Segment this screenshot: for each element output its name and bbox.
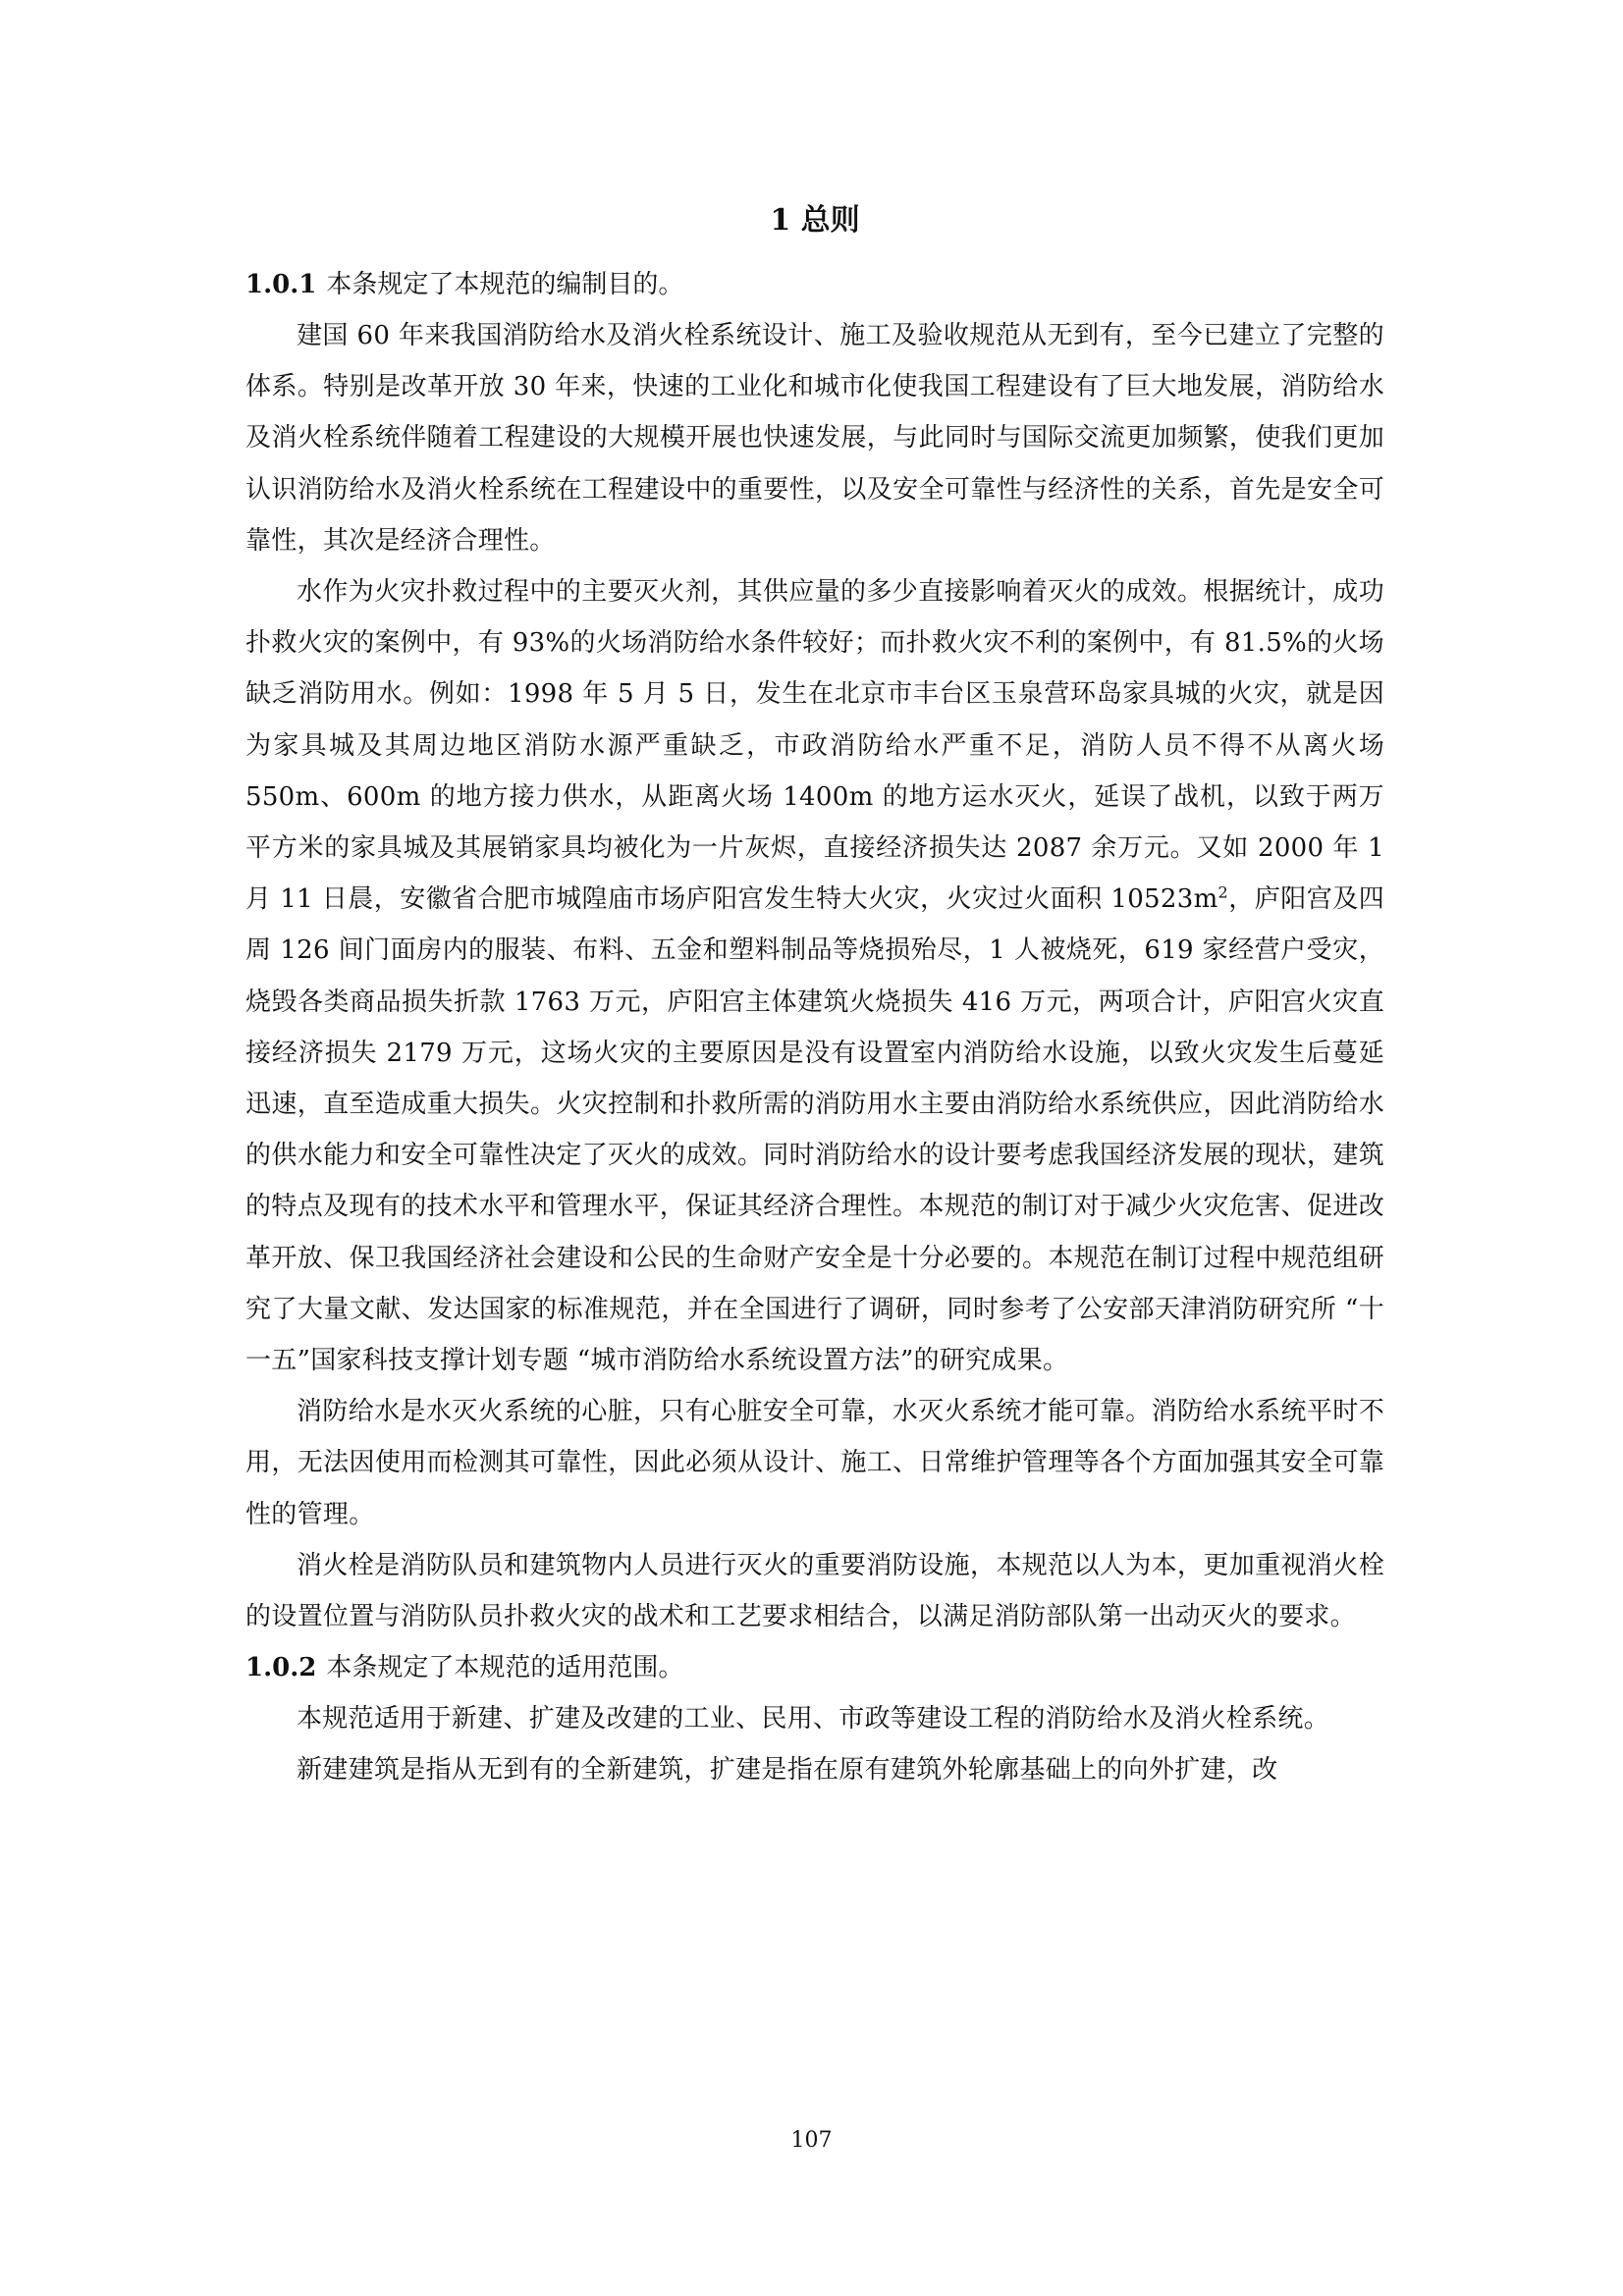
paragraph: 本规范适用于新建、扩建及改建的工业、民用、市政等建设工程的消防给水及消火栓系统。 [297, 1704, 1330, 1735]
clause-heading-text: 本条规定了本规范的适用范围。 [326, 1653, 684, 1683]
page-number: 107 [790, 2128, 833, 2153]
superscript: 2 [1217, 882, 1229, 902]
paragraph: 消火栓是消防队员和建筑物内人员进行灭火的重要消防设施，本规范以人为本，更加重视消火栓的设置位置与消防队员扑救火灾的战术和工艺要求相结合，以满足消防部队第一出动灭火的要求。 [245, 1550, 1384, 1632]
paragraph: 新建建筑是指从无到有的全新建筑，扩建是指在原有建筑外轮廓基础上的向外扩建，改 [297, 1755, 1278, 1786]
paragraph-text: ，庐阳宫及四周 126 间门面房内的服装、布料、五金和塑料制品等烧损殆尽，1 人被烧死，619 家经营户受灾，烧毁各类商品损失折款 1763 万元，庐阳宫主体建筑火烧损失 416 万元，两项合计，庐阳宫火灾直接经济损失 2179 万元，这场火灾的主要原因是没有设置室内消防给水设施，以致火灾发生后蔓延迅速，直至造成重大损失。火灾控制和扑救所需的消防用水主要由消防给水系统供应，因此消防给水的供水能力和安全可靠性决定了灭火的成效。同时消防给水的设计要考虑我国经济发展的现状，建筑的特点及现有的技术水平和管理水平，保证其经济合理性。本规范的制订对于减少火灾危害、促进改革开放、保卫我国经济社会建设和公民的生命财产安全是十分必要的。本规范在制订过程中规范组研究了大量文献、发达国家的标准规范，并在全国进行了调研，同时参考了公安部天津消防研究所 “十一五”国家科技支撑计划专题 “城市消防给水系统设置方法”的研究成果。 [245, 884, 1384, 1376]
clause-number: 1.0.2 [245, 1653, 317, 1683]
clause-heading-text: 本条规定了本规范的编制目的。 [326, 270, 684, 299]
paragraph: 建国 60 年来我国消防给水及消火栓系统设计、施工及验收规范从无到有，至今已建立了完整的体系。特别是改革开放 30 年来，快速的工业化和城市化使我国工程建设有了巨大地发展，消防给水及消火栓系统伴随着工程建设的大规模开展也快速发展，与此同时与国际交流更加频繁，使我们更加认识消防给水及消火栓系统在工程建设中的重要性，以及安全可靠性与经济性的关系，首先是安全可靠性，其次是经济合理性。 [245, 321, 1384, 556]
clause-1-0-2-heading [245, 1642, 1384, 1693]
clause-number: 1.0.1 [245, 270, 317, 299]
clause-1-0-1-heading [245, 259, 1384, 310]
chapter-title: 1 总则 [770, 203, 860, 238]
paragraph: 消防给水是水灭火系统的心脏，只有心脏安全可靠，水灭火系统才能可靠。消防给水系统平时不用，无法因使用而检测其可靠性，因此必须从设计、施工、日常维护管理等各个方面加强其安全可靠性的管理。 [245, 1397, 1384, 1529]
paragraph [245, 566, 1384, 1386]
document-page [245, 187, 1384, 1796]
paragraph-text: 水作为火灾扑救过程中的主要灭火剂，其供应量的多少直接影响着灭火的成效。根据统计，成功扑救火灾的案例中，有 93%的火场消防给水条件较好；而扑救火灾不利的案例中，有 81.5%的火场缺乏消防用水。例如：1998 年 5 月 5 日，发生在北京市丰台区玉泉营环岛家具城的火灾，就是因为家具城及其周边地区消防水源严重缺乏，市政消防给水严重不足，消防人员不得不从离火场 550m、600m 的地方接力供水，从距离火场 1400m 的地方运水灭火，延误了战机，以致于两万平方米的家具城及其展销家具均被化为一片灰烬，直接经济损失达 2087 余万元。又如 2000 年 1 月 11 日晨，安徽省合肥市城隍庙市场庐阳宫发生特大火灾，火灾过火面积 10523m [245, 577, 1384, 915]
